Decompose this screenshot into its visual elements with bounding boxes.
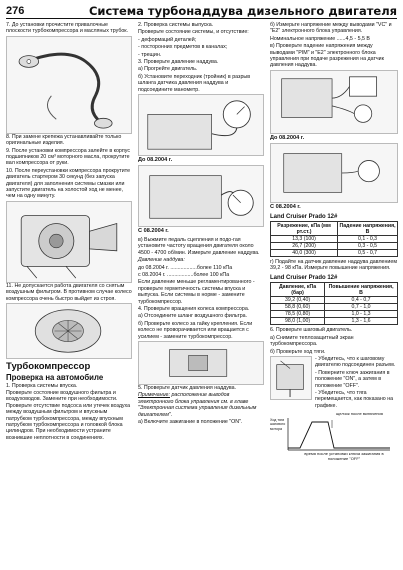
column-right <box>270 22 398 462</box>
figure-compressor-wheel <box>6 303 132 359</box>
table-header-cell: Падение напряжения, В <box>339 222 396 235</box>
paragraph: 1. Проверка системы впуска. <box>6 382 78 389</box>
paragraph: 11. Не допускается работа двигателя со снятым воздушным фильтром. В противном случае колесо компрессора очень быстро выйдет из строя. <box>6 282 132 302</box>
figure-turbo-assembly <box>6 201 132 283</box>
pressure-gauge-illustration <box>139 166 263 226</box>
paragraph: 7. До установки прочистите привалочные плоскости турбокомпрессора и масляных трубок. <box>6 22 129 35</box>
table-cell: 39,2 (0,40) <box>271 297 325 304</box>
paragraph: 4. Проверьте вращения колеса компрессора. <box>138 305 250 312</box>
table-row <box>271 243 398 250</box>
note-text: расположение выводов электронного блока управления см. в главе "Электронная система управления дизельным двигателем". <box>138 392 257 418</box>
table-row <box>271 297 398 304</box>
figure-caption: До 08.2004 г. <box>138 157 173 164</box>
note-label: Примечание: <box>138 392 170 399</box>
boost-sensor-illustration <box>139 342 263 384</box>
table-row <box>271 318 398 325</box>
paragraph: б) Измерьте напряжение между выводами "VC" и "E2" электронного блока управления. <box>270 22 392 35</box>
list-item: - Убедитесь, что тяга перемещается, как показано на графике. <box>315 389 394 409</box>
paragraph: 8. При замене крепежа устанавливайте только оригинальные изделия. <box>6 133 122 147</box>
table-cell: 0,3 - 0,5 <box>338 243 398 250</box>
paragraph: 3. Проверьте давление наддува. <box>138 59 219 66</box>
graph-x-label: время после установки ключа зажигания в положение "OFF" <box>304 451 384 461</box>
graph-annotation: щелчок после включения <box>336 411 383 417</box>
column-left <box>6 22 132 442</box>
spec-line: Номинальное напряжение ......4,5 - 5,5 В <box>270 35 370 42</box>
list-item: - Поверните ключ зажигания в положение "ON", а затем в положение "OFF". <box>315 369 390 389</box>
list-item: б) Проверьте ход тяги. <box>270 348 326 355</box>
pressure-gauge-illustration <box>139 95 263 155</box>
spec-line: с 08.2004 г. ..................более 100 кПа <box>138 271 230 278</box>
graph-y-label: Ход тяги шагового мотора <box>270 418 286 431</box>
paragraph: 5. Проверьте датчик давления наддува. <box>138 384 237 391</box>
table-header-cell: Давление, кПа (бар) <box>271 283 325 297</box>
vacuum-table <box>270 221 398 257</box>
paragraph: а) Включите зажигание в положение "ON". <box>138 419 243 425</box>
figure-sensor-test-before-2004 <box>270 70 398 134</box>
running-title: Система турбонаддува дизельного двигателя <box>88 4 397 18</box>
figure-caption: С 08.2004 г. <box>138 228 169 235</box>
table-cell: 40,0 (300) <box>271 250 338 257</box>
figure-caption: До 08.2004 г. <box>270 134 305 141</box>
table-cell: 1,3 - 1,6 <box>325 318 398 325</box>
table-title: Land Cruiser Prado 12# <box>270 274 338 281</box>
paragraph: Проверьте состояние системы, и отсутствие: <box>138 29 249 36</box>
subsection-title: Проверка на автомобиле <box>6 372 104 382</box>
oil-pipe-illustration <box>7 37 131 133</box>
figure-sensor-test-after-2004 <box>270 143 398 203</box>
sensor-test-illustration <box>271 71 397 133</box>
stepper-graph <box>270 412 398 462</box>
table-row <box>271 236 398 243</box>
list-item: - посторонних предметов в каналах; <box>138 44 228 51</box>
paragraph: 10. После переустановки компрессора прокрутите двигатель стартером 30 секунд (без запуска двигателя) для заполнения системы смазки или запустите двигатель на холостой ход не менее, чем на одну минуту. <box>6 167 131 200</box>
paragraph: Проверьте состояние воздушного фильтра и воздуховодов. Замените при необходимости. Проверьте отсутствие подсоса или утечек воздуха между воздушным фильтром и впускным патрубком турбокомпрессора, между впускным патрубком турбокомпрессора и головкой блока цилиндров. При необходимости устраните возникшие неплотности в соединениях. <box>6 390 131 441</box>
paragraph: а) Отсоедините шланг воздушного фильтра. <box>138 313 248 320</box>
table-cell: 0,5 - 0,7 <box>338 250 398 257</box>
section-title: Турбокомпрессор <box>6 361 91 373</box>
figure-stepper-motor <box>270 356 312 400</box>
paragraph: 9. После установки компрессора залейте в корпус подшипников 20 см³ моторного масла, прокрутите вал компрессора от руки. <box>6 147 130 167</box>
figure-boost-sensor <box>138 341 264 385</box>
list-item: - Убедитесь, что к шаговому двигателю подсоединен разъем. <box>315 355 396 369</box>
figure-oil-pipe <box>6 36 132 134</box>
paragraph: 2. Проверка системы выпуска. <box>138 22 214 28</box>
list-item: - деформаций деталей; <box>138 36 197 43</box>
turbo-assembly-illustration <box>7 202 131 282</box>
column-middle <box>138 22 264 426</box>
table-cell: 0,4 - 0,7 <box>325 297 398 304</box>
pressure-table <box>270 282 398 325</box>
table-header-cell: Повышение напряжения, В <box>325 283 398 297</box>
table-cell: 26,7 (200) <box>271 243 338 250</box>
table-row <box>271 304 398 311</box>
table-cell: 1,0 - 1,3 <box>325 311 398 318</box>
figure-gauge-before-2004 <box>138 94 264 156</box>
page-header <box>6 3 397 19</box>
table-header-cell: Разрежение, кПа (мм рт.ст.) <box>271 222 338 236</box>
compressor-wheel-illustration <box>7 304 131 358</box>
table-cell: 0,1 - 0,3 <box>338 236 398 243</box>
paragraph: 6. Проверьте шаговый двигатель. <box>270 327 353 334</box>
table-cell: 0,7 - 1,0 <box>325 304 398 311</box>
table-cell: 78,5 (0,80) <box>271 311 325 318</box>
table-title: Land Cruiser Prado 12# <box>270 213 338 220</box>
table-row <box>271 311 398 318</box>
table-cell: 98,0 (1,00) <box>271 318 325 325</box>
figure-gauge-after-2004 <box>138 165 264 227</box>
paragraph: в) Выжмите педаль сцепления и подо-гая установите частоту вращения двигателя около 4500 - 4700 об/мин. Измерьте давление наддува. <box>138 236 260 256</box>
paragraph: б) Проверьте колесо за гайку крепления. Если колесо не проворачивается или вращается с усилием - замените турбокомпрессор. <box>138 320 253 340</box>
paragraph: г) Подайте на датчик давление наддува давлением 39,2 - 98 кПа. Измерьте повышение напряжения. <box>270 259 397 272</box>
paragraph: Давление наддува: <box>138 257 185 264</box>
paragraph: Если давление меньше регламентированного - проверьте герметичность системы впуска и выпуска. Если системы в норме - замените турбокомпрессор. <box>138 279 255 305</box>
table-row <box>271 250 398 257</box>
paragraph: в) Проверьте падение напряжения между выводами "PIM" и "E2" электронного блока управления при подаче разрежения на датчик давления наддува. <box>270 43 384 69</box>
stepper-motor-illustration <box>271 357 311 399</box>
list-item: - трещин. <box>138 51 162 58</box>
figure-caption: С 08.2004 г. <box>270 204 301 211</box>
list-item: б) Установите переходник (тройник) в разрыв шланга датчика давления наддува и подсоедините манометр. <box>138 73 251 93</box>
list-item: а) Снимите теплозащитный экран турбокомпрессора. <box>270 334 354 348</box>
page-number: 276 <box>6 5 25 17</box>
list-item: а) Прогрейте двигатель. <box>138 66 198 73</box>
sensor-test-illustration <box>271 144 397 202</box>
table-cell: 58,8 (0,60) <box>271 304 325 311</box>
table-cell: 13,3 (100) <box>271 236 338 243</box>
spec-line: до 08.2004 г. ..................более 110 кПа <box>138 264 233 271</box>
